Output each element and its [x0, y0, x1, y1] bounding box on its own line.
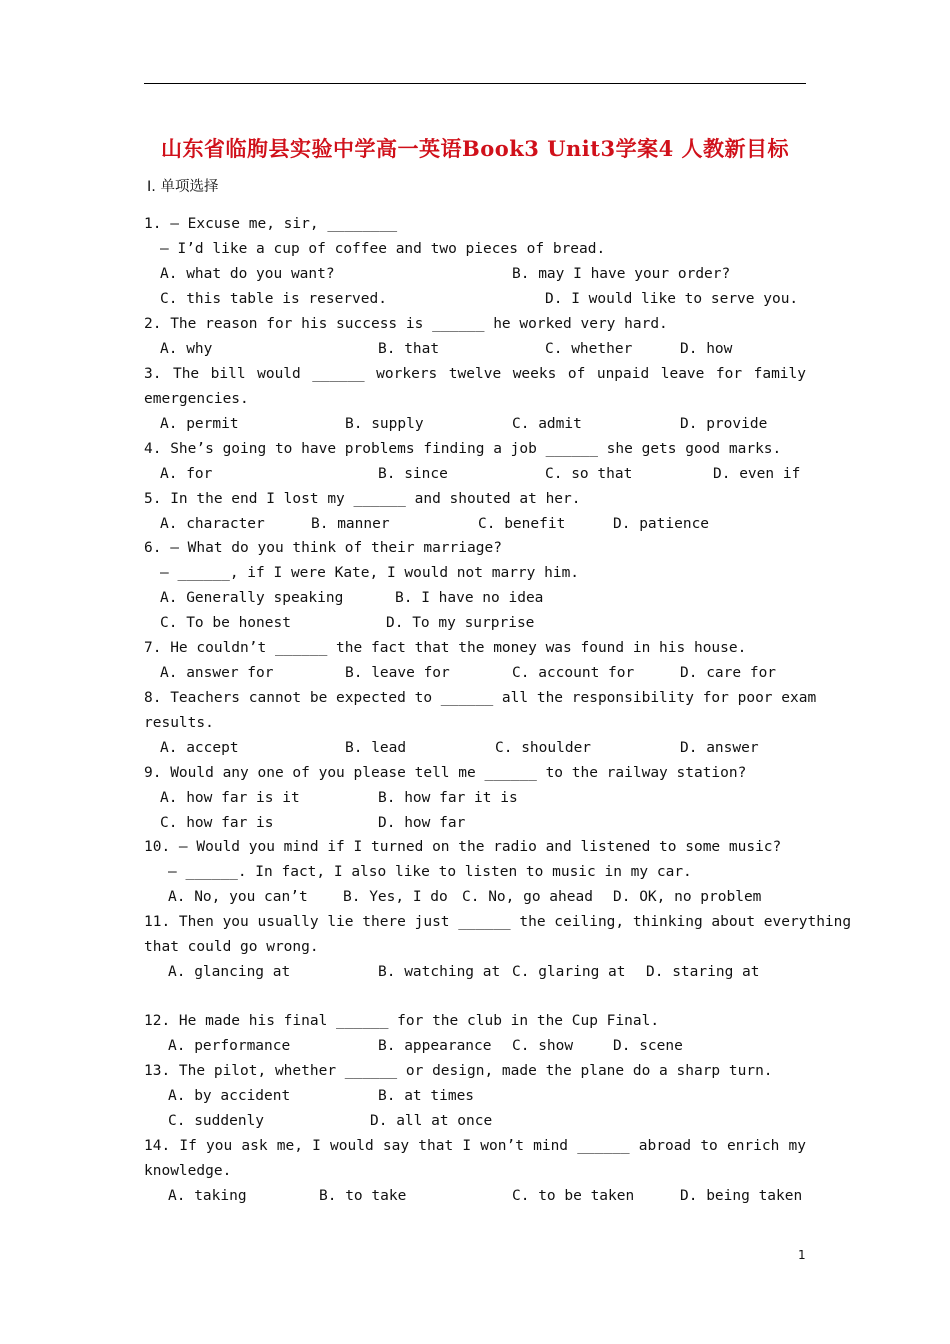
question-12-line: 12. He made his final ______ for the club in the Cup Final.: [144, 1013, 660, 1029]
question-14-option-a: A. taking: [168, 1188, 247, 1204]
question-11-option-b: B. watching at: [378, 964, 501, 980]
question-1-option-c: C. this table is reserved.: [160, 291, 387, 307]
question-3-line: 3. The bill would ______ workers twelve weeks of unpaid leave for family: [144, 366, 806, 382]
question-1-option-a: A. what do you want?: [160, 266, 335, 282]
question-7-option-d: D. care for: [680, 665, 777, 681]
question-7-option-b: B. leave for: [345, 665, 450, 681]
question-5-option-d: D. patience: [613, 516, 710, 532]
page-number: 1: [798, 1248, 806, 1262]
question-11-option-a: A. glancing at: [168, 964, 291, 980]
question-1-line: 1. — Excuse me, sir, ________: [144, 216, 398, 232]
question-6-option-b: B. I have no idea: [395, 590, 544, 606]
question-8-option-d: D. answer: [680, 740, 759, 756]
question-6-line: — ______, if I were Kate, I would not marry him.: [160, 565, 580, 581]
question-13-option-b: B. at times: [378, 1088, 475, 1104]
question-4-option-b: B. since: [378, 466, 448, 482]
question-9-option-c: C. how far is: [160, 815, 274, 831]
question-8-line: 8. Teachers cannot be expected to ______ all the responsibility for poor exam: [144, 690, 817, 706]
question-2-option-c: C. whether: [545, 341, 633, 357]
question-10-option-b: B. Yes, I do: [343, 889, 448, 905]
question-2-option-a: A. why: [160, 341, 213, 357]
question-4-option-a: A. for: [160, 466, 213, 482]
question-5-option-c: C. benefit: [478, 516, 566, 532]
question-4-option-d: D. even if: [713, 466, 801, 482]
question-3-option-d: D. provide: [680, 416, 768, 432]
question-13-option-d: D. all at once: [370, 1113, 493, 1129]
question-3-option-c: C. admit: [512, 416, 582, 432]
question-6-option-c: C. To be honest: [160, 615, 291, 631]
question-10-option-c: C. No, go ahead: [462, 889, 593, 905]
question-3-line: emergencies.: [144, 391, 249, 407]
question-1-option-b: B. may I have your order?: [512, 266, 731, 282]
question-2-option-b: B. that: [378, 341, 440, 357]
question-14-line: 14. If you ask me, I would say that I won’t mind ______ abroad to enrich my: [144, 1138, 806, 1154]
question-14-line: knowledge.: [144, 1163, 232, 1179]
question-12-option-b: B. appearance: [378, 1038, 492, 1054]
question-11-line: 11. Then you usually lie there just ______ the ceiling, thinking about everything: [144, 914, 852, 930]
question-10-line: 10. — Would you mind if I turned on the radio and listened to some music?: [144, 839, 782, 855]
question-6-option-d: D. To my surprise: [386, 615, 535, 631]
question-2-line: 2. The reason for his success is ______ he worked very hard.: [144, 316, 668, 332]
question-9-option-a: A. how far is it: [160, 790, 300, 806]
question-10-line: — ______. In fact, I also like to listen to music in my car.: [168, 864, 692, 880]
question-8-option-b: B. lead: [345, 740, 407, 756]
question-11-option-d: D. staring at: [646, 964, 760, 980]
question-1-line: — I’d like a cup of coffee and two pieces of bread.: [160, 241, 606, 257]
question-5-line: 5. In the end I lost my ______ and shouted at her.: [144, 491, 581, 507]
question-9-option-d: D. how far: [378, 815, 466, 831]
question-8-option-c: C. shoulder: [495, 740, 592, 756]
question-14-option-c: C. to be taken: [512, 1188, 635, 1204]
question-8-line: results.: [144, 715, 214, 731]
question-4-line: 4. She’s going to have problems finding a job ______ she gets good marks.: [144, 441, 782, 457]
question-5-option-b: B. manner: [311, 516, 390, 532]
section-heading: Ⅰ. 单项选择: [147, 179, 219, 195]
question-11-option-c: C. glaring at: [512, 964, 626, 980]
question-11-line: that could go wrong.: [144, 939, 319, 955]
question-14-option-d: D. being taken: [680, 1188, 803, 1204]
question-9-option-b: B. how far it is: [378, 790, 518, 806]
question-3-option-a: A. permit: [160, 416, 239, 432]
question-9-line: 9. Would any one of you please tell me ______ to the railway station?: [144, 765, 747, 781]
question-14-option-b: B. to take: [319, 1188, 407, 1204]
question-6-line: 6. — What do you think of their marriage?: [144, 540, 502, 556]
question-12-option-d: D. scene: [613, 1038, 683, 1054]
question-3-option-b: B. supply: [345, 416, 424, 432]
page-title: 山东省临朐县实验中学高一英语Book3 Unit3学案4 人教新目标: [160, 136, 790, 161]
question-4-option-c: C. so that: [545, 466, 633, 482]
question-6-option-a: A. Generally speaking: [160, 590, 344, 606]
question-10-option-d: D. OK, no problem: [613, 889, 762, 905]
question-7-line: 7. He couldn’t ______ the fact that the money was found in his house.: [144, 640, 747, 656]
question-13-option-a: A. by accident: [168, 1088, 291, 1104]
question-5-option-a: A. character: [160, 516, 265, 532]
question-12-option-a: A. performance: [168, 1038, 291, 1054]
header-rule: [144, 83, 806, 84]
question-13-line: 13. The pilot, whether ______ or design, made the plane do a sharp turn.: [144, 1063, 773, 1079]
question-2-option-d: D. how: [680, 341, 733, 357]
question-10-option-a: A. No, you can’t: [168, 889, 308, 905]
question-7-option-c: C. account for: [512, 665, 635, 681]
question-1-option-d: D. I would like to serve you.: [545, 291, 799, 307]
question-13-option-c: C. suddenly: [168, 1113, 265, 1129]
question-12-option-c: C. show: [512, 1038, 574, 1054]
question-8-option-a: A. accept: [160, 740, 239, 756]
question-7-option-a: A. answer for: [160, 665, 274, 681]
